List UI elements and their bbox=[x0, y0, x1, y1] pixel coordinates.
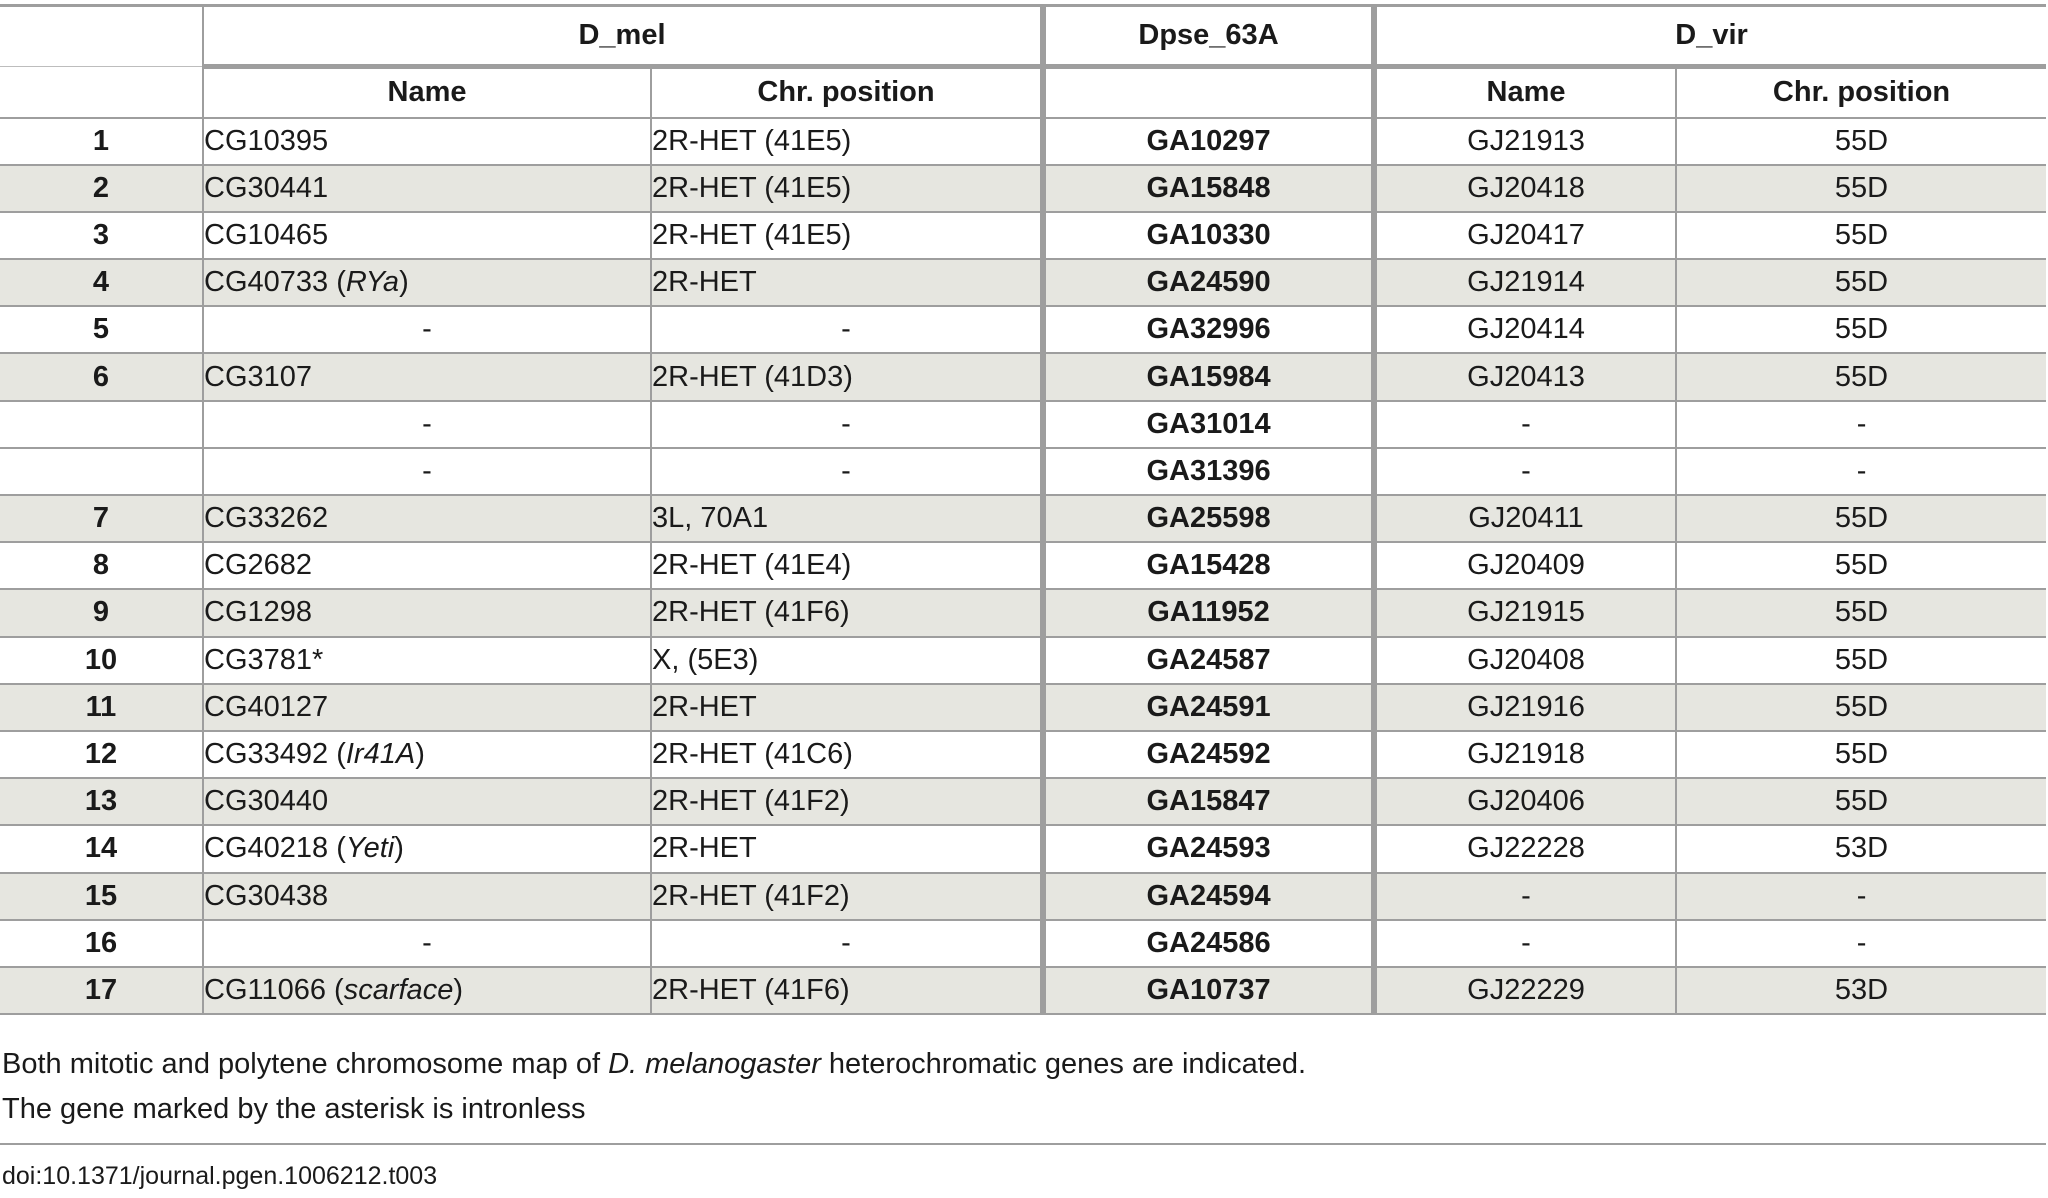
mel-chr-position: 3L, 70A1 bbox=[651, 495, 1043, 542]
mel-gene-name bbox=[203, 401, 651, 448]
vir-chr-position: - bbox=[1676, 920, 2046, 967]
footnote-line-1 bbox=[2, 1042, 1306, 1087]
vir-gene-name: - bbox=[1374, 448, 1676, 495]
table-row bbox=[0, 542, 2046, 589]
mel-gene-id: CG2682 bbox=[204, 549, 313, 582]
vir-gene-name: GJ20408 bbox=[1374, 637, 1676, 684]
vir-chr-position: 55D bbox=[1676, 589, 2046, 636]
vir-gene-name: GJ20411 bbox=[1374, 495, 1676, 542]
table-footnotes bbox=[2, 1042, 1306, 1132]
mel-gene-symbol: Yeti bbox=[345, 832, 395, 865]
mel-gene-id: CG3107 bbox=[204, 360, 313, 393]
mel-gene-id: CG33262 bbox=[204, 502, 329, 535]
mel-gene-name bbox=[203, 542, 651, 589]
subheader-mel-name: Name bbox=[203, 67, 651, 118]
subheader-mel-position: Chr. position bbox=[651, 67, 1043, 118]
group-header-row bbox=[0, 6, 2046, 67]
mel-chr-position: 2R-HET bbox=[651, 825, 1043, 872]
table-row bbox=[0, 353, 2046, 400]
mel-gene-name bbox=[203, 306, 651, 353]
row-number: 6 bbox=[0, 353, 203, 400]
mel-gene-id: CG30440 bbox=[204, 785, 329, 818]
mel-chr-position: - bbox=[651, 920, 1043, 967]
table-row bbox=[0, 967, 2046, 1014]
header-dpse: Dpse_63A bbox=[1043, 6, 1374, 67]
dpse-gene: GA15984 bbox=[1043, 353, 1374, 400]
mel-chr-position: 2R-HET (41F2) bbox=[651, 778, 1043, 825]
dpse-gene: GA31014 bbox=[1043, 401, 1374, 448]
footnote-line-2: The gene marked by the asterisk is intronless bbox=[2, 1093, 586, 1125]
vir-gene-name: GJ20413 bbox=[1374, 353, 1676, 400]
gene-ortholog-table bbox=[0, 4, 2046, 1015]
mel-gene-name: CG40218 (Yeti) bbox=[203, 825, 651, 872]
table-row bbox=[0, 873, 2046, 920]
vir-gene-name: GJ20417 bbox=[1374, 212, 1676, 259]
vir-chr-position: 55D bbox=[1676, 165, 2046, 212]
mel-gene-id: CG40127 bbox=[204, 690, 329, 723]
row-number: 16 bbox=[0, 920, 203, 967]
mel-gene-id: CG11066 bbox=[204, 973, 326, 1006]
row-number: 1 bbox=[0, 118, 203, 165]
dpse-gene: GA10297 bbox=[1043, 118, 1374, 165]
vir-gene-name: - bbox=[1374, 401, 1676, 448]
table-row bbox=[0, 589, 2046, 636]
vir-gene-name: GJ20418 bbox=[1374, 165, 1676, 212]
vir-chr-position: 55D bbox=[1676, 684, 2046, 731]
table-body bbox=[0, 118, 2046, 1015]
mel-gene-name: CG40733 (RYa) bbox=[203, 259, 651, 306]
row-number: 12 bbox=[0, 731, 203, 778]
dpse-gene: GA15428 bbox=[1043, 542, 1374, 589]
mel-gene-symbol: Ir41A bbox=[345, 738, 416, 771]
vir-chr-position: 55D bbox=[1676, 731, 2046, 778]
dpse-gene: GA31396 bbox=[1043, 448, 1374, 495]
mel-gene-name bbox=[203, 778, 651, 825]
subheader-dpse bbox=[1043, 67, 1374, 118]
row-number: 5 bbox=[0, 306, 203, 353]
dpse-gene: GA24593 bbox=[1043, 825, 1374, 872]
vir-chr-position: 55D bbox=[1676, 212, 2046, 259]
table-row bbox=[0, 306, 2046, 353]
row-number: 11 bbox=[0, 684, 203, 731]
mel-gene-name bbox=[203, 212, 651, 259]
mel-chr-position: 2R-HET (41E5) bbox=[651, 212, 1043, 259]
mel-chr-position: X, (5E3) bbox=[651, 637, 1043, 684]
vir-gene-name: GJ22228 bbox=[1374, 825, 1676, 872]
mel-gene-name: CG33492 (Ir41A) bbox=[203, 731, 651, 778]
mel-gene-name bbox=[203, 118, 651, 165]
row-number: 3 bbox=[0, 212, 203, 259]
dpse-gene: GA25598 bbox=[1043, 495, 1374, 542]
table-row bbox=[0, 259, 2046, 306]
table-row bbox=[0, 495, 2046, 542]
vir-chr-position: 55D bbox=[1676, 778, 2046, 825]
mel-chr-position: 2R-HET (41D3) bbox=[651, 353, 1043, 400]
subheader-vir-name: Name bbox=[1374, 67, 1676, 118]
vir-gene-name: GJ21913 bbox=[1374, 118, 1676, 165]
mel-gene-id: CG40733 bbox=[204, 266, 329, 299]
mel-gene-id: CG10465 bbox=[204, 218, 329, 251]
dpse-gene: GA32996 bbox=[1043, 306, 1374, 353]
mel-chr-position: 2R-HET (41F6) bbox=[651, 589, 1043, 636]
table-row bbox=[0, 165, 2046, 212]
mel-gene-id: CG40218 bbox=[204, 832, 329, 865]
mel-chr-position: 2R-HET (41E5) bbox=[651, 165, 1043, 212]
mel-chr-position: 2R-HET bbox=[651, 259, 1043, 306]
mel-gene-id: CG33492 bbox=[204, 738, 329, 771]
mel-gene-id: CG10395 bbox=[204, 124, 329, 157]
table-row bbox=[0, 118, 2046, 165]
mel-chr-position: - bbox=[651, 401, 1043, 448]
mel-chr-position: 2R-HET (41F6) bbox=[651, 967, 1043, 1014]
mel-chr-position: - bbox=[651, 306, 1043, 353]
mel-gene-id: CG1298 bbox=[204, 596, 313, 629]
dpse-gene: GA15848 bbox=[1043, 165, 1374, 212]
vir-chr-position: 55D bbox=[1676, 118, 2046, 165]
mel-gene-symbol: RYa bbox=[345, 266, 400, 299]
mel-chr-position: 2R-HET (41F2) bbox=[651, 873, 1043, 920]
vir-gene-name: GJ20414 bbox=[1374, 306, 1676, 353]
mel-gene-id: - bbox=[422, 926, 432, 959]
vir-chr-position: 55D bbox=[1676, 259, 2046, 306]
mel-gene-id: - bbox=[422, 454, 432, 487]
table-row bbox=[0, 212, 2046, 259]
vir-gene-name: GJ20409 bbox=[1374, 542, 1676, 589]
mel-gene-name bbox=[203, 873, 651, 920]
vir-chr-position: 55D bbox=[1676, 542, 2046, 589]
dpse-gene: GA24586 bbox=[1043, 920, 1374, 967]
mel-chr-position: 2R-HET bbox=[651, 684, 1043, 731]
mel-gene-id: CG30438 bbox=[204, 879, 329, 912]
row-number: 8 bbox=[0, 542, 203, 589]
vir-gene-name: - bbox=[1374, 920, 1676, 967]
row-number bbox=[0, 401, 203, 448]
mel-gene-name bbox=[203, 353, 651, 400]
vir-chr-position: 55D bbox=[1676, 353, 2046, 400]
mel-chr-position: 2R-HET (41C6) bbox=[651, 731, 1043, 778]
vir-gene-name: GJ22229 bbox=[1374, 967, 1676, 1014]
vir-gene-name: GJ21916 bbox=[1374, 684, 1676, 731]
vir-chr-position: 55D bbox=[1676, 306, 2046, 353]
mel-gene-id: CG30441 bbox=[204, 171, 329, 204]
footnote-1-text-a: Both mitotic and polytene chromosome map of bbox=[2, 1048, 609, 1080]
table-row bbox=[0, 684, 2046, 731]
sub-header-row bbox=[0, 67, 2046, 118]
header-blank-cell bbox=[0, 6, 203, 67]
dpse-gene: GA24590 bbox=[1043, 259, 1374, 306]
vir-gene-name: GJ21914 bbox=[1374, 259, 1676, 306]
vir-gene-name: GJ21918 bbox=[1374, 731, 1676, 778]
dpse-gene: GA24592 bbox=[1043, 731, 1374, 778]
row-number: 15 bbox=[0, 873, 203, 920]
header-d-mel: D_mel bbox=[203, 6, 1043, 67]
vir-chr-position: - bbox=[1676, 401, 2046, 448]
table-row bbox=[0, 637, 2046, 684]
dpse-gene: GA15847 bbox=[1043, 778, 1374, 825]
row-number: 13 bbox=[0, 778, 203, 825]
vir-chr-position: - bbox=[1676, 873, 2046, 920]
row-number: 17 bbox=[0, 967, 203, 1014]
mel-gene-id: - bbox=[422, 313, 432, 346]
row-number: 7 bbox=[0, 495, 203, 542]
mel-gene-name bbox=[203, 920, 651, 967]
dpse-gene: GA11952 bbox=[1043, 589, 1374, 636]
footnote-1-text-b: heterochromatic genes are indicated. bbox=[820, 1048, 1307, 1080]
row-number: 10 bbox=[0, 637, 203, 684]
vir-gene-name: GJ21915 bbox=[1374, 589, 1676, 636]
vir-chr-position: 53D bbox=[1676, 825, 2046, 872]
row-number: 4 bbox=[0, 259, 203, 306]
row-number: 9 bbox=[0, 589, 203, 636]
vir-chr-position: 55D bbox=[1676, 637, 2046, 684]
mel-gene-name bbox=[203, 165, 651, 212]
subheader-vir-position: Chr. position bbox=[1676, 67, 2046, 118]
table-row bbox=[0, 825, 2046, 872]
row-number: 2 bbox=[0, 165, 203, 212]
dpse-gene: GA10737 bbox=[1043, 967, 1374, 1014]
table-row bbox=[0, 401, 2046, 448]
mel-chr-position: - bbox=[651, 448, 1043, 495]
footnote-1-species: D. melanogaster bbox=[608, 1048, 821, 1080]
divider bbox=[0, 1143, 2046, 1145]
mel-gene-name bbox=[203, 684, 651, 731]
mel-gene-id: CG3781* bbox=[204, 643, 324, 676]
mel-gene-name bbox=[203, 637, 651, 684]
dpse-gene: GA10330 bbox=[1043, 212, 1374, 259]
table-row bbox=[0, 731, 2046, 778]
row-number bbox=[0, 448, 203, 495]
table-row bbox=[0, 778, 2046, 825]
table-row bbox=[0, 448, 2046, 495]
mel-gene-id: - bbox=[422, 407, 432, 440]
vir-chr-position: 53D bbox=[1676, 967, 2046, 1014]
vir-chr-position: 55D bbox=[1676, 495, 2046, 542]
mel-chr-position: 2R-HET (41E4) bbox=[651, 542, 1043, 589]
mel-gene-symbol: scarface bbox=[343, 973, 454, 1006]
row-number: 14 bbox=[0, 825, 203, 872]
mel-gene-name bbox=[203, 448, 651, 495]
dpse-gene: GA24594 bbox=[1043, 873, 1374, 920]
header-d-vir: D_vir bbox=[1374, 6, 2046, 67]
vir-gene-name: - bbox=[1374, 873, 1676, 920]
mel-gene-name: CG11066 (scarface) bbox=[203, 967, 651, 1014]
dpse-gene: GA24587 bbox=[1043, 637, 1374, 684]
mel-gene-name bbox=[203, 589, 651, 636]
subheader-blank-cell bbox=[0, 67, 203, 118]
vir-gene-name: GJ20406 bbox=[1374, 778, 1676, 825]
doi-link[interactable]: doi:10.1371/journal.pgen.1006212.t003 bbox=[2, 1162, 438, 1190]
vir-chr-position: - bbox=[1676, 448, 2046, 495]
mel-gene-name bbox=[203, 495, 651, 542]
mel-chr-position: 2R-HET (41E5) bbox=[651, 118, 1043, 165]
dpse-gene: GA24591 bbox=[1043, 684, 1374, 731]
table-row bbox=[0, 920, 2046, 967]
